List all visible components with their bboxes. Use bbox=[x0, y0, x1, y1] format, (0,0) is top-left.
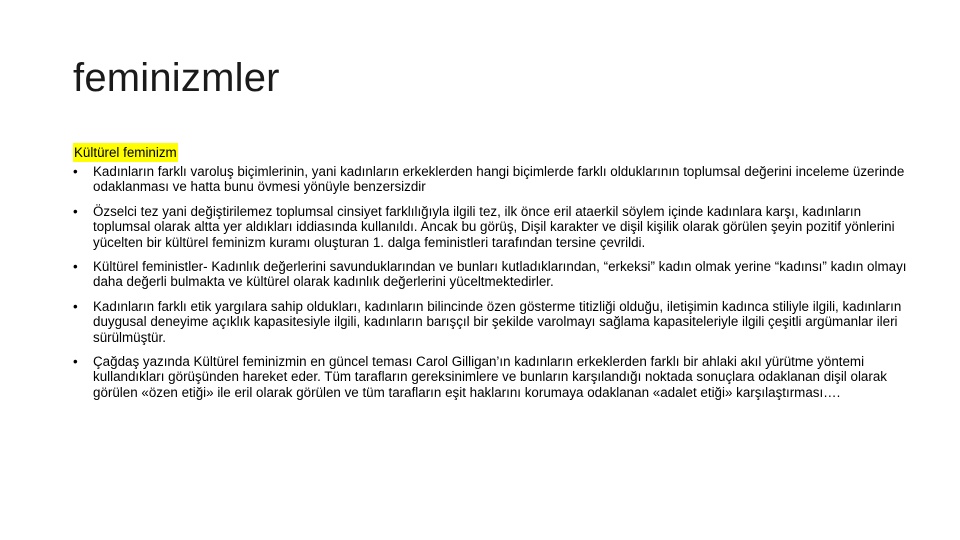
bullet-icon: • bbox=[73, 298, 78, 314]
bullet-icon: • bbox=[73, 203, 78, 219]
bullet-icon: • bbox=[73, 259, 78, 275]
list-item bbox=[73, 299, 913, 345]
list-item bbox=[73, 259, 913, 290]
bullet-text: Kültürel feministler- Kadınlık değerlerini savunduklarından ve bunları kutladıklarından, “erkeksi” kadın olmak yerine “kadınsı” kadın olmayı daha değerli bulmakta ve kültürel olarak kadınlık değerlerini yüceltmektedirler. bbox=[93, 259, 907, 290]
list-item bbox=[73, 164, 913, 195]
bullet-text: Özselci tez yani değiştirilemez toplumsal cinsiyet farklılığıyla ilgili tez, ilk önce eril ataerkil söylem içinde kadınlara karşı, kadınların toplumsal olarak altta yer aldıkları iddiasında kullanıldı. Ancak bu görüş, Dişil karakter ve dişil kişilik olarak görülen şeyin pozitif yönlerini yücelten bir kültürel feminizm kuramı oluşturan 1. dalga feministleri tarafından tersine çevrildi. bbox=[93, 203, 895, 250]
list-item bbox=[73, 204, 913, 250]
slide-content bbox=[73, 143, 913, 409]
bullet-list bbox=[73, 164, 913, 400]
highlighted-heading: Kültürel feminizm bbox=[74, 145, 177, 160]
slide-title: feminizmler bbox=[73, 56, 280, 100]
list-item bbox=[73, 354, 913, 400]
bullet-text: Kadınların farklı varoluş biçimlerinin, yani kadınların erkeklerden hangi biçimlerde farklı olduklarının toplumsal değerini inceleme üzerinde odaklanması ve hatta bunu övmesi yönüyle benzersizdir bbox=[93, 164, 905, 195]
bullet-text: Çağdaş yazında Kültürel feminizmin en güncel teması Carol Gilligan’ın kadınların erkeklerden farklı bir ahlaki akıl yürütme yöntemi kullandıkları görüşünden hareket eder. Tüm tarafların gereksinimlere ve bunların karşılandığı noktada sonuçlara odaklanan dişil olarak görülen «özen etiği» ile eril olarak görülen ve tüm tarafların eşit haklarını korumaya odaklanan «adalet etiği» karşılaştırması…. bbox=[93, 354, 887, 400]
bullet-icon: • bbox=[73, 164, 78, 179]
bullet-text: Kadınların farklı etik yargılara sahip oldukları, kadınların bilincinde özen gösterme titizliği olduğu, iletişimin kadınca stiliyle ilgili, kadınların duygusal deneyime açıklık kapasitesiyle ilgili, kadınların barışçıl bir şekilde varolmayı sağlama kapasiteleriyle ilgili çeşitli argümanlar ileri sürülmüştür. bbox=[93, 298, 902, 345]
bullet-icon: • bbox=[73, 354, 78, 370]
